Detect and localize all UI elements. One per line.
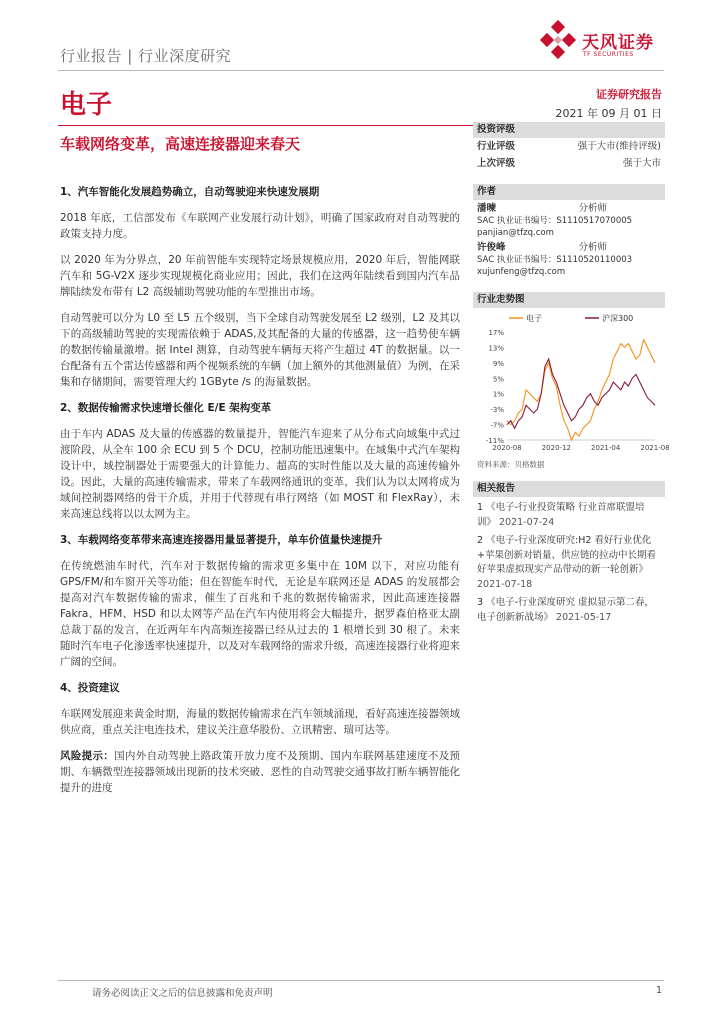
rating-key: 上次评级 <box>477 158 516 169</box>
section-heading: 2、数据传输需求快速增长催化 E/E 架构变革 <box>60 402 272 414</box>
risk-label: 风险提示： <box>60 750 115 762</box>
rating-value: 强于大市 <box>622 158 661 169</box>
related-item-text[interactable]: 1 《电子-行业投资策略 行业首席联盟培训》 <box>477 502 645 528</box>
footer-divider <box>58 980 664 981</box>
sector-title: 电子 <box>60 90 113 120</box>
y-tick-label: -11% <box>485 437 504 445</box>
trend-title: 行业走势图 <box>473 292 665 308</box>
report-title: 车载网络变革，高速连接器迎来春天 <box>60 135 301 153</box>
related-item-text[interactable]: 2 《电子-行业深度研究:H2 看好行业优化+苹果创新对销量、供应链的拉动中长期看好苹果虚拟现实产品带动的新一轮创新》 <box>477 535 656 575</box>
report-date: 2021 年 09 月 01 日 <box>555 107 662 120</box>
author-block <box>473 239 665 278</box>
y-tick-label: 1% <box>492 390 504 399</box>
legend-label: 沪深300 <box>602 314 634 323</box>
y-tick-label: -3% <box>490 406 504 415</box>
related-item[interactable] <box>477 596 661 625</box>
author-name: 潘暕 <box>477 203 497 214</box>
author-sac: SAC 执业证书编号：S1110517070005 <box>477 216 633 226</box>
y-tick-label: -7% <box>490 421 504 430</box>
trend-chart-svg <box>473 308 670 456</box>
report-type: 证券研究报告 <box>596 88 662 101</box>
rating-row <box>473 138 665 155</box>
y-tick-label: 17% <box>488 329 504 337</box>
logo-mark-icon <box>538 20 578 64</box>
section-heading: 4、投资建议 <box>60 682 120 694</box>
company-logo <box>538 20 668 68</box>
author-sac: SAC 执业证书编号：S1110520110003 <box>477 255 633 265</box>
author-email: panjian@tfzq.com <box>477 228 554 238</box>
legend-label: 电子 <box>526 314 542 323</box>
related-item-date: 2021-07-24 <box>499 516 555 528</box>
author-block <box>473 200 665 239</box>
related-item-date: 2021-05-17 <box>556 611 612 623</box>
report-category: 行业报告 | 行业深度研究 <box>60 47 232 65</box>
author-role: 分析师 <box>578 242 607 253</box>
related-item[interactable] <box>477 501 661 530</box>
y-tick-label: 9% <box>492 359 504 368</box>
logo-english: TF SECURITIES <box>583 51 634 58</box>
main-content <box>60 184 460 806</box>
x-tick-label: 2021-08 <box>640 444 670 452</box>
related-item-text[interactable]: 3 《电子-行业深度研究 虚拟显示第二春，电子创新新战场》 <box>477 597 655 623</box>
rating-value: 强于大市(维持评级) <box>577 141 661 152</box>
author-name: 许俊峰 <box>477 242 506 253</box>
chart-source: 资料来源：贝格数据 <box>477 460 545 469</box>
series-line <box>507 340 655 440</box>
paragraph: 以 2020 年为分界点，20 年前智能车实现特定场景规模应用，2020 年后，智能网联汽车和 5G-V2X 逐步实现规模化商业应用；因此，我们在这两年陆续看到国内汽车品牌陆续发布带有 L2 高级辅助驾驶功能的车型推出市场。 <box>60 254 460 298</box>
section-heading: 1、汽车智能化发展趋势确立，自动驾驶迎来快速发展期 <box>60 186 320 198</box>
trend-chart <box>473 308 670 456</box>
rating-title: 投资评级 <box>473 122 665 138</box>
section-heading: 3、车载网络变革带来高速连接器用量显著提升，单车价值量快速提升 <box>60 534 383 546</box>
related-item-date: 2021-07-18 <box>477 578 533 590</box>
paragraph: 车联网发展迎来黄金时期，海量的数据传输需求在汽车领域涌现，看好高速连接器领域供应商，重点关注电连技术，建议关注意华股份、立讯精密、瑞可达等。 <box>60 708 460 736</box>
paragraph: 在传统燃油车时代，汽车对于数据传输的需求更多集中在 10M 以下，对应功能有 GPS/FM/和车窗开关等功能；但在智能车时代，无论是车联网还是 ADAS 的发展都会提高对汽车数据传输的需求，催生了百兆和千兆的数据传输需求，因此高速连接器 Fakra、HFM、HSD 和以太网等产品在汽车内使用将会大幅提升，据罗森伯格亚太副总裁丁磊的发言，在近两年车内高频连接器已经从过去的 1 根增长到 30 根了。未来随时汽车电子化渗透率快速提升，以及对车载网络的需求升级，高速连接器行业将迎来广阔的空间。 <box>60 560 460 668</box>
page-number: 1 <box>655 985 662 996</box>
x-tick-label: 2020-08 <box>492 444 522 452</box>
related-list <box>473 497 665 633</box>
header-divider <box>58 70 664 71</box>
x-tick-label: 2021-04 <box>591 444 621 452</box>
footer-disclaimer[interactable]: 请务必阅读正文之后的信息披露和免责声明 <box>92 988 273 999</box>
paragraph: 2018 年底，工信部发布《车联网产业发展行动计划》，明确了国家政府对自动驾驶的政策支持力度。 <box>60 212 460 240</box>
related-item[interactable] <box>477 534 661 592</box>
author-email: xujunfeng@tfzq.com <box>477 267 566 277</box>
sidebar <box>473 122 670 633</box>
author-title: 作者 <box>473 184 665 200</box>
rating-row <box>473 155 665 172</box>
y-tick-label: 13% <box>488 344 504 353</box>
x-tick-label: 2020-12 <box>541 444 571 452</box>
risk-paragraph <box>60 748 460 796</box>
paragraph: 由于车内 ADAS 及大量的传感器的数量提升，智能汽车迎来了从分布式向域集中式过渡阶段，从全车 100 余 ECU 到 5 个 DCU，控制功能迅速集中。在域集中式汽车架构设计中，域控制器处于需要强大的计算能力、超高的实时性能以及大量的高速传输外设。因此，大量的高速传输需求，带来了车载网络通讯的变革，我们认为以太网将成为域间控制器网络的骨干介质，并用于代替现有串行网络（如 MOST 和 FlexRay），未来高速总线将以以太网为主。 <box>60 428 460 520</box>
risk-text: 国内外自动驾驶上路政策开放力度不及预期、国内车联网基建速度不及预期、车辆微型连接器领域出现新的技术突破、恶性的自动驾驶交通事故打断车辆智能化提升的进度 <box>60 750 461 794</box>
paragraph: 自动驾驶可以分为 L0 至 L5 五个级别，当下全球自动驾驶发展至 L2 级别，L2 及其以下的高级辅助驾驶的实现需依赖于 ADAS,及其配备的大量的传感器，这一趋势使车辆的数据传输量激增。据 Intel 测算，自动驾驶车辆每天将产生超过 4T 的数据量。以一台配备有五个雷达传感器和两个视频系统的车辆（加上额外的其他测量值）为例，在采集和存储期间，需要管理大约 1GByte /s 的海量数据。 <box>60 312 460 388</box>
author-role: 分析师 <box>578 203 607 214</box>
related-title: 相关报告 <box>473 481 665 497</box>
logo-name: 天风证券 <box>582 33 654 53</box>
y-tick-label: 5% <box>492 375 504 384</box>
rating-key: 行业评级 <box>477 141 516 152</box>
